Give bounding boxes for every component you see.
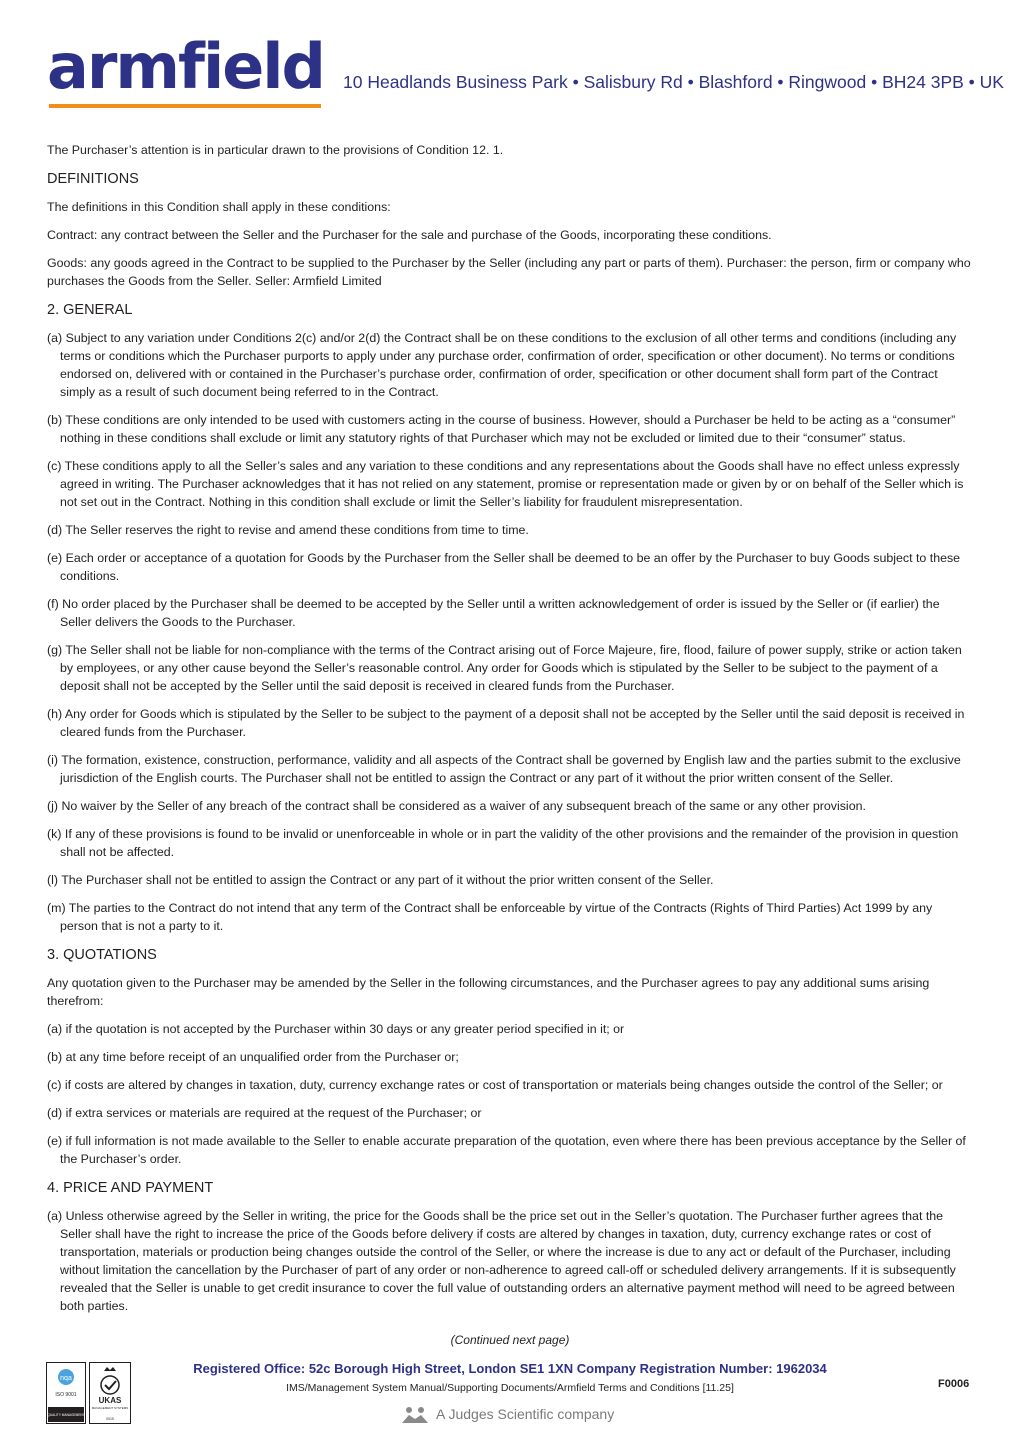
logo-underline [49, 104, 321, 108]
definitions-paragraph: Contract: any contract between the Seller and the Purchaser for the sale and purchase of the Goods, incorporating these conditions. [47, 228, 772, 242]
ukas-badge-sub: MANAGEMENT SYSTEMS [91, 1406, 129, 1410]
quotations-clause-d: (d) if extra services or materials are required at the request of the Purchaser; or [47, 1106, 482, 1120]
quotations-clause-e: (e) if full information is not made available to the Seller to enable accurate preparation of the quotation, even where there has been previous acceptance by the Seller of the Purchaser’s order. [47, 1134, 966, 1166]
definitions-paragraph: Goods: any goods agreed in the Contract to be supplied to the Purchaser by the Seller (including any part or parts of them). Purchaser: the person, firm or company who purchases the Goods from the Seller. Seller: Armfield Limited [47, 256, 971, 288]
quotations-clause-c: (c) if costs are altered by changes in taxation, duty, currency exchange rates or cost of transportation or materials being changes outside the control of the Seller; or [47, 1078, 943, 1092]
general-clause-h: (h) Any order for Goods which is stipulated by the Seller to be subject to the payment of a deposit shall not be accepted by the Seller until the said deposit is received in cleared funds from the Purchaser. [47, 707, 965, 739]
general-clause-m: (m) The parties to the Contract do not intend that any term of the Contract shall be enforceable by virtue of the Contracts (Rights of Third Parties) Act 1999 by any person that is not a party to it. [47, 901, 933, 933]
general-clause-g: (g) The Seller shall not be liable for non-compliance with the terms of the Contract arising out of Force Majeure, fire, flood, failure of power supply, strike or action taken by employees, or any other cause beyond the Seller’s reasonable control. Any order for Goods which is stipulated by the Seller to be subject to the payment of a deposit shall not be accepted by the Seller until the said deposit is received in cleared funds from the Purchaser. [47, 643, 962, 693]
price-heading: 4. PRICE AND PAYMENT [47, 1180, 214, 1196]
general-clause-f: (f) No order placed by the Purchaser shall be deemed to be accepted by the Seller until a written acknowledgement of order is issued by the Seller or (if earlier) the Seller delivers the Goods to the Purchaser. [47, 597, 940, 629]
general-clause-j: (j) No waiver by the Seller of any breach of the contract shall be considered as a waiver of any subsequent breach of the same or any other provision. [47, 799, 866, 813]
armfield-logo [47, 30, 324, 110]
page-header [47, 30, 1004, 112]
general-clause-k: (k) If any of these provisions is found to be invalid or unenforceable in whole or in part the validity of the other provisions and the remainder of the provision in question shall not be affected. [47, 827, 959, 859]
definitions-paragraph: The definitions in this Condition shall apply in these conditions: [47, 200, 391, 214]
continued-note: (Continued next page) [450, 1333, 570, 1347]
registered-office: Registered Office: 52c Borough High Street, London SE1 1XN Company Registration Number: 1962034 [193, 1361, 827, 1376]
quotations-clause-a: (a) if the quotation is not accepted by the Purchaser within 30 days or any greater period specified in it; or [47, 1022, 625, 1036]
general-heading: 2. GENERAL [47, 302, 133, 318]
nqa-badge-bottom: QUALITY MANAGEMENT [47, 1413, 85, 1417]
quotations-clause-b: (b) at any time before receipt of an unqualified order from the Purchaser or; [47, 1050, 459, 1064]
general-clause-a: (a) Subject to any variation under Conditions 2(c) and/or 2(d) the Contract shall be on these conditions to the exclusion of all other terms and conditions (including any terms or conditions which the Purchaser purports to apply under any purchase order, confirmation of order, specification or other document). No terms or conditions endorsed on, delivered with or contained in the Purchaser’s purchase order, confirmation of order, specification or other document shall form part of the Contract simply as a result of such document being referred to in the Contract. [47, 331, 957, 399]
general-clause-b: (b) These conditions are only intended to be used with customers acting in the course of business. However, should a Purchaser be held to be acting as a “consumer” nothing in these conditions shall exclude or limit any statutory rights of that Purchaser which may not be excluded or limited due to their “consumer” status. [47, 413, 956, 445]
judges-text: A Judges Scientific company [436, 1406, 615, 1422]
general-clause-d: (d) The Seller reserves the right to revise and amend these conditions from time to time. [47, 523, 529, 537]
quotations-intro: Any quotation given to the Purchaser may be amended by the Seller in the following circumstances, and the Purchaser agrees to pay any additional sums arising therefrom: [47, 976, 930, 1008]
nqa-badge-middle: ISO 9001 [55, 1392, 77, 1398]
intro-text: The Purchaser’s attention is in particular drawn to the provisions of Condition 12. 1. [47, 143, 504, 157]
general-clause-l: (l) The Purchaser shall not be entitled to assign the Contract or any part of it without the prior written consent of the Seller. [47, 873, 714, 887]
document-reference: IMS/Management System Manual/Supporting Documents/Armfield Terms and Conditions [11.25] [286, 1382, 734, 1394]
terms-content [47, 141, 972, 1325]
ukas-badge-code: 0015 [106, 1417, 114, 1421]
general-clause-c: (c) These conditions apply to all the Seller’s sales and any variation to these conditions and any representations about the Goods shall have no effect unless expressly agreed in writing. The Purchaser acknowledges that it has not relied on any statement, promise or representation made or given by or on behalf of the Seller which is not set out in the Contract. Nothing in this condition shall exclude or limit the Seller’s liability for fraudulent misrepresentation. [47, 459, 964, 509]
logo-wordmark: armfield [47, 30, 324, 103]
definitions-heading: DEFINITIONS [47, 171, 139, 187]
ukas-badge-label: UKAS [98, 1396, 122, 1405]
nqa-badge-top: nqa [60, 1375, 72, 1382]
company-address: 10 Headlands Business Park • Salisbury Rd • Blashford • Ringwood • BH24 3PB • UK [343, 72, 1004, 92]
judges-scientific-tagline [400, 1405, 630, 1427]
judges-logo-icon [400, 1405, 432, 1425]
general-clause-e: (e) Each order or acceptance of a quotation for Goods by the Purchaser from the Seller shall be deemed to be an offer by the Purchaser to buy Goods subject to these conditions. [47, 551, 961, 583]
quotations-heading: 3. QUOTATIONS [47, 947, 157, 963]
general-clause-i: (i) The formation, existence, construction, performance, validity and all aspects of the Contract shall be governed by English law and the parties submit to the exclusive jurisdiction of the English courts. The Purchaser shall not be entitled to assign the Contract or any part of it without the prior written consent of the Seller. [47, 753, 961, 785]
price-clause-a: (a) Unless otherwise agreed by the Seller in writing, the price for the Goods shall be the price set out in the Seller’s quotation. The Purchaser further agrees that the Seller shall have the right to increase the price of the Goods before delivery if costs are altered by changes in taxation, duty, currency exchange rates or cost of transportation, materials or production being changes outside the control of the Seller, or where the increase is due to any act or default of the Purchaser, including without limitation the cancellation by the Purchaser of part of any order or non-adherence to agreed call-off or scheduled delivery arrangements. If it is subsequently revealed that the Seller is unable to get credit insurance to cover the full value of outstanding orders an alternative payment method will need to be agreed between both parties. [47, 1209, 956, 1313]
form-number: F0006 [938, 1378, 970, 1390]
